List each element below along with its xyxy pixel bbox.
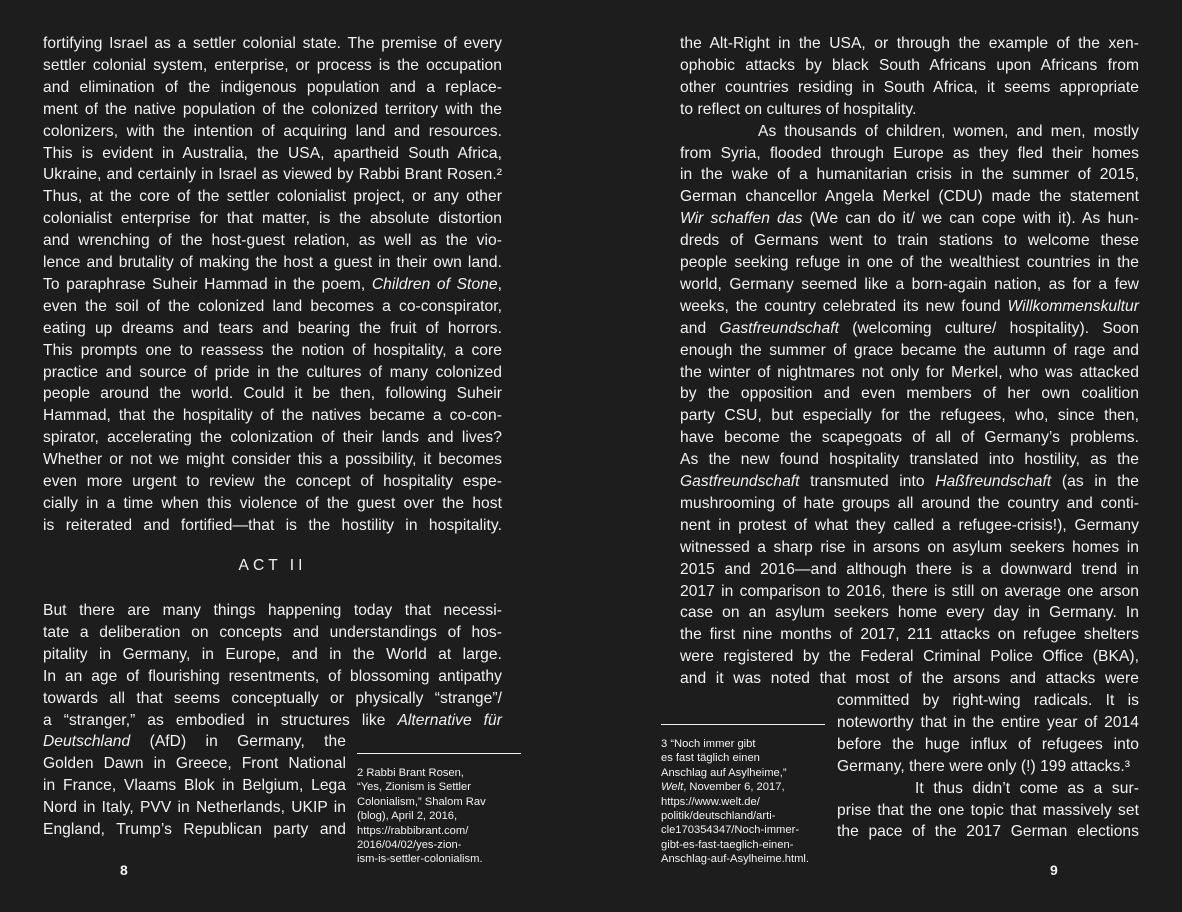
text-line: colonizers, with the intention of acquiring land and resources. [43, 122, 502, 140]
footnote-3 [661, 737, 833, 867]
text-line: in France, Vlaams Blok in Belgium, Lega [43, 777, 346, 795]
text-line: lence and brutality of making the host a guest in their own land. [43, 254, 502, 271]
footnote-line: 2016/04/02/yes-zion- [357, 839, 462, 852]
text-line: to reflect on cultures of hospitality. [680, 100, 917, 118]
footnote-rule [357, 753, 521, 754]
footnote-line: (blog), April 2, 2016, [357, 810, 458, 823]
text-line: nent in protest of what they called a refugee-crisis!), Germany [680, 516, 1139, 534]
text-line: mushrooming of hate groups all around the country and conti- [680, 494, 1139, 512]
page-number-left: 8 [120, 862, 128, 878]
text-line: by the opposition and even members of her own coalition [680, 385, 1139, 403]
footnote-line: Colonialism,” Shalom Rav [357, 795, 486, 808]
text-line: case on an asylum seekers home every day in Germany. In [680, 604, 1139, 622]
text-line: a “stranger,” as embodied in structures like Alternative für [43, 711, 502, 729]
text-line: were registered by the Federal Criminal Police Office (BKA), [680, 648, 1139, 666]
text-line: and it was noted that most of the arsons and attacks were [680, 670, 1139, 688]
text-line: party CSU, but especially for the refugees, who, since then, [680, 407, 1139, 425]
text-line: This prompts one to reassess the notion of hospitality, a core [43, 341, 502, 359]
text-line: German chancellor Angela Merkel (CDU) made the statement [680, 188, 1139, 206]
text-line: noteworthy that in the entire year of 2014 [837, 713, 1139, 731]
text-line: But there are many things happening today that necessi- [43, 602, 502, 619]
text-line: world, Germany seemed like a born-again nation, as for a few [680, 275, 1139, 293]
footnote-line: “Yes, Zionism is Settler [357, 781, 471, 794]
footnote-line: gibt-es-fast-taeglich-einen- [661, 838, 794, 851]
text-line: even more urgent to review the concept of hospitality espe- [43, 473, 502, 490]
text-line: tate a deliberation on concepts and understandings of hos- [43, 623, 502, 641]
text-line: In an age of flourishing resentments, of blossoming antipathy [43, 667, 502, 685]
text-line: people seeking refuge in one of the wealthiest countries in the [680, 254, 1139, 271]
text-line: Nord in Italy, PVV in Netherlands, UKIP in [43, 799, 346, 817]
text-line: Deutschland (AfD) in Germany, the [43, 733, 346, 751]
text-line: dreds of Germans went to train stations to welcome these [680, 232, 1139, 250]
text-line: To paraphrase Suheir Hammad in the poem, Children of Stone, [43, 275, 502, 293]
footnote-line: Anschlag auf Asylheime,” [661, 766, 787, 779]
footnote-line: 3 “Noch immer gibt [661, 738, 756, 750]
text-line: cially in a time when this violence of the guest over the host [43, 494, 502, 512]
text-line: Gastfreundschaft transmuted into Haßfreundschaft (as in the [680, 473, 1139, 490]
footnote-line: Anschlag-auf-Asylheime.html. [661, 853, 809, 866]
text-line: This is evident in Australia, the USA, apartheid South Africa, [43, 144, 502, 162]
text-line: Golden Dawn in Greece, Front National [43, 755, 346, 773]
text-line: Whether or not we might consider this a possibility, it becomes [43, 451, 502, 469]
text-line: pitality in Germany, in Europe, and in the World at large. [43, 645, 502, 663]
text-line: England, Trump’s Republican party and [43, 821, 346, 838]
text-line: 2017 in comparison to 2016, there is still on average one arson [680, 582, 1139, 600]
act-heading: ACT II [238, 557, 307, 574]
text-line: settler colonial system, enterprise, or process is the occupation [43, 56, 502, 74]
text-line: enough the summer of grace became the autumn of rage and [680, 341, 1139, 359]
footnote-line: https://rabbibrant.com/ [357, 824, 469, 837]
text-line: Thus, at the core of the settler colonialist project, or any other [43, 188, 502, 206]
text-line: eating up dreams and tears and bearing the fruit of horrors. [43, 319, 502, 337]
text-line: prise that the one topic that massively set [837, 801, 1139, 819]
footnote-line: cle170354347/Noch-immer- [661, 824, 800, 837]
text-line: before the huge influx of refugees into [837, 735, 1139, 753]
text-line: ophobic attacks by black South Africans upon Africans from [680, 56, 1139, 74]
text-line: spirator, accelerating the colonization of their lands and lives? [43, 429, 502, 447]
footnote-line: https://www.welt.de/ [661, 795, 760, 808]
text-line: It thus didn’t come as a sur- [915, 779, 1139, 797]
text-line: ment of the native population of the colonized territory with the [43, 100, 502, 118]
text-line: the winter of nightmares not only for Merkel, who was attacked [680, 363, 1139, 381]
text-line: from Syria, flooded through Europe as they fled their homes [680, 144, 1139, 162]
page-number-right: 9 [1050, 862, 1058, 878]
text-line: committed by right-wing radicals. It is [837, 692, 1139, 709]
text-line: Wir schaffen das (We can do it/ we can cope with it). As hun- [680, 210, 1139, 228]
text-line: the pace of the 2017 German elections [837, 823, 1139, 841]
text-line: witnessed a sharp rise in arsons on asylum seekers homes in [680, 538, 1139, 556]
text-line: As thousands of children, women, and men, mostly [758, 122, 1139, 140]
text-line: and Gastfreundschaft (welcoming culture/ hospitality). Soon [680, 319, 1139, 337]
text-line: other countries residing in South Africa, it seems appropriate [680, 78, 1139, 96]
text-line: even the soil of the colonized land becomes a co-conspirator, [43, 297, 502, 315]
footnote-line: 2 Rabbi Brant Rosen, [357, 767, 464, 779]
text-line: fortifying Israel as a settler colonial state. The premise of every [43, 35, 502, 52]
footnote-line: ism-is-settler-colonialism. [357, 853, 483, 866]
text-line: 2015 and 2016—and although there is a downward trend in [680, 560, 1139, 578]
text-line: people around the world. Could it be then, following Suheir [43, 385, 502, 403]
footnote-rule [661, 724, 825, 725]
text-line: the Alt-Right in the USA, or through the example of the xen- [680, 35, 1139, 52]
text-line: colonialist enterprise for that matter, is the absolute distortion [43, 210, 502, 228]
footnote-line: politik/deutschland/arti- [661, 810, 776, 823]
text-line: practice and source of pride in the cultures of many colonized [43, 363, 502, 381]
text-line: As the new found hospitality translated into hostility, as the [680, 451, 1139, 469]
text-line: is reiterated and fortified—that is the hostility in hospitality. [43, 516, 502, 534]
text-line: and wrenching of the host-guest relation, as well as the vio- [43, 232, 502, 250]
text-line: and elimination of the indigenous population and a replace- [43, 78, 502, 96]
footnote-line: Welt, November 6, 2017, [661, 781, 785, 794]
text-line: in the wake of a humanitarian crisis in the summer of 2015, [680, 166, 1139, 184]
text-line: Germany, there were only (!) 199 attacks.³ [837, 757, 1131, 775]
footnote-line: es fast täglich einen [661, 752, 760, 765]
text-line: the first nine months of 2017, 211 attacks on refugee shelters [680, 626, 1139, 644]
text-line: have become the scapegoats of all of Germany’s problems. [680, 429, 1139, 447]
text-line: weeks, the country celebrated its new found Willkommenskultur [680, 297, 1139, 315]
text-line: Hammad, that the hospitality of the natives became a co-con- [43, 407, 502, 425]
footnote-2 [357, 766, 519, 867]
text-line: towards all that seems conceptually or physically “strange”/ [43, 689, 502, 707]
text-line: Ukraine, and certainly in Israel as viewed by Rabbi Brant Rosen.² [43, 166, 502, 184]
